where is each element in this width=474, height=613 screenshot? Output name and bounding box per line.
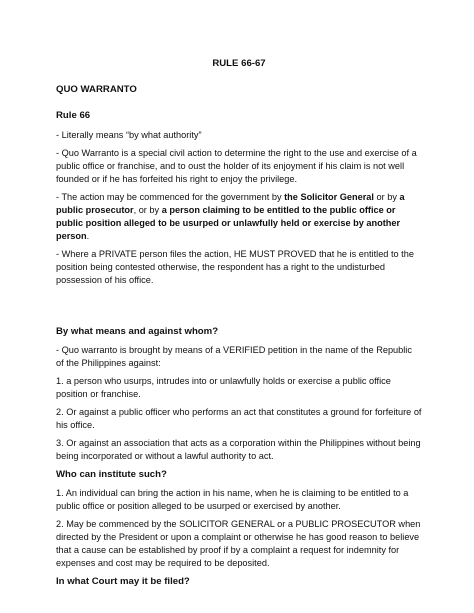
paragraph-who-commences [56, 191, 422, 243]
commenced-bold-prosecutor: a public prosecutor [56, 192, 405, 215]
commenced-bold-person: a person claiming to be entitled to the public office or public position alleged to be usurped or unlawfully held or exercise by another person [56, 205, 401, 241]
list-item: 1. a person who usurps, intrudes into or unlawfully holds or exercise a public office position or franchise. [56, 376, 391, 399]
commenced-text-3: , or by [133, 205, 162, 215]
document-title: RULE 66-67 [212, 58, 266, 69]
commenced-text-1: - The action may be commenced for the government by [56, 192, 285, 202]
paragraph-private-person: - Where a PRIVATE person files the action, HE MUST PROVED that he is entitled to the position being contested otherwise, the respondent has a right to the undisturbed possession of his office. [56, 249, 414, 285]
paragraph-verified-petition: - Quo warranto is brought by means of a VERIFIED petition in the name of the Republic of the Philippines against: [56, 345, 412, 368]
list-item: 2. Or against a public officer who performs an act that constitutes a ground for forfeiture of his office. [56, 407, 422, 430]
commenced-bold-solicitor: the Solicitor General [284, 192, 374, 202]
question-who-can-institute: Who can institute such? [56, 469, 167, 480]
main-heading: QUO WARRANTO [56, 84, 137, 95]
paragraph-definition: - Quo Warranto is a special civil action to determine the right to the use and exercise of a public office or franchise, and to oust the holder of its enjoyment if his claim is not well founded or if he has forfeited his right to enjoy the privilege. [56, 148, 417, 184]
list-item: 3. Or against an association that acts as a corporation within the Philippines without being being incorporated or without a lawful authority to act. [56, 438, 421, 461]
commenced-text-4: . [86, 231, 90, 241]
rule-heading: Rule 66 [56, 110, 91, 121]
question-which-court: In what Court may it be filed? [56, 576, 190, 587]
document-body [56, 57, 422, 594]
commenced-text-2: or by [373, 192, 400, 202]
list-item: 2. May be commenced by the SOLICITOR GENERAL or a PUBLIC PROSECUTOR when directed by the President or upon a complaint or otherwise he has good reason to believe that a cause can be established by proof if by a complaint a request for indemnity for expenses and cost may be required to be deposited. [56, 519, 421, 568]
list-item: 1. An individual can bring the action in his name, when he is claiming to be entitled to a public office or position alleged to be usurped or exercised by another. [56, 488, 409, 511]
question-means-against-whom: By what means and against whom? [56, 326, 219, 337]
paragraph-literal-meaning: - Literally means “by what authority” [56, 130, 202, 140]
section-spacer [56, 292, 422, 325]
